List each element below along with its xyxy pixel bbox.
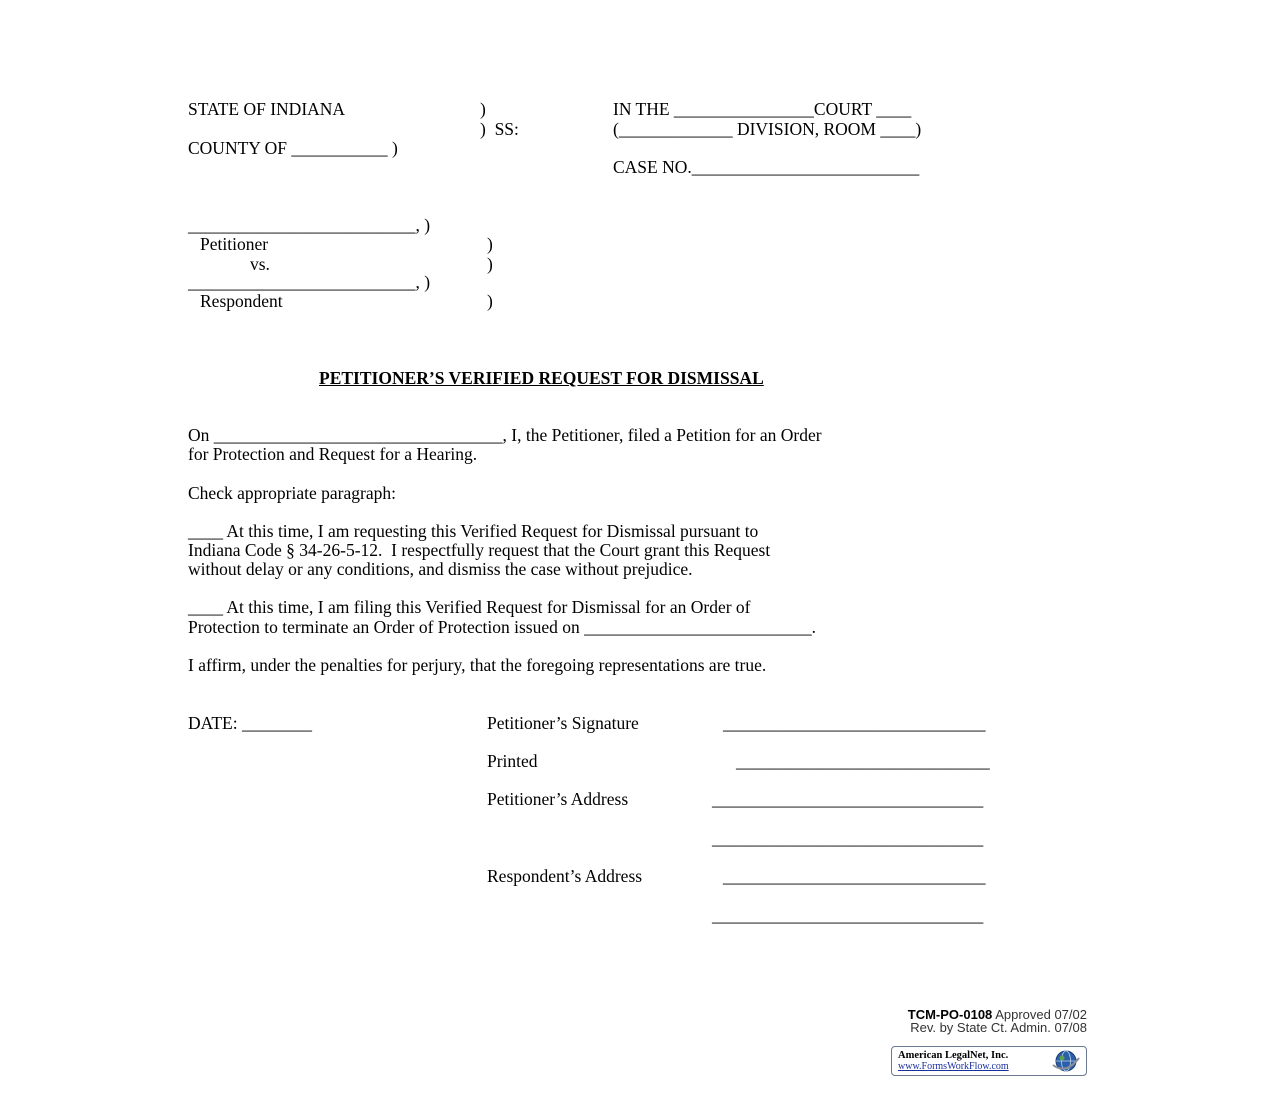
revision-line: Rev. by State Ct. Admin. 07/08 <box>910 1020 1087 1035</box>
option-1-text: Indiana Code § 34-26-5-12. I respectfully request that the Court grant this Request <box>188 540 771 560</box>
state-label: STATE OF INDIANA <box>188 99 346 119</box>
petitioner-address-field[interactable]: _______________________________ <box>712 789 984 809</box>
ss-label: ) SS: <box>480 119 519 139</box>
caption-paren: ) <box>487 234 493 254</box>
option-1-text: without delay or any conditions, and dismiss the case without prejudice. <box>188 559 693 579</box>
respondent-address-field[interactable]: ______________________________ <box>723 866 986 886</box>
respondent-label: Respondent <box>200 291 283 311</box>
caption-paren: ) <box>487 254 493 274</box>
signature-field[interactable]: ______________________________ <box>723 713 986 733</box>
american-legalnet-logo[interactable] <box>891 1046 1087 1076</box>
printed-name-field[interactable]: _____________________________ <box>736 751 990 771</box>
globe-icon <box>1049 1049 1083 1073</box>
signature-label: Petitioner’s Signature <box>487 713 639 733</box>
option-1-checkbox-line[interactable]: ____ At this time, I am requesting this Verified Request for Dismissal pursuant to <box>188 521 759 541</box>
logo-url-link[interactable]: www.FormsWorkFlow.com <box>898 1061 1009 1072</box>
division-field[interactable]: (_____________ DIVISION, ROOM ____) <box>613 119 922 139</box>
petitioner-address-field-2[interactable]: _______________________________ <box>712 828 984 848</box>
respondent-name-field[interactable]: __________________________, ) <box>188 272 431 292</box>
option-2-checkbox-line[interactable]: ____ At this time, I am filing this Verified Request for Dismissal for an Order of <box>188 597 751 617</box>
caption-paren: ) <box>487 291 493 311</box>
respondent-address-field-2[interactable]: _______________________________ <box>712 905 984 925</box>
option-2-issued-date-field[interactable]: Protection to terminate an Order of Protection issued on __________________________. <box>188 617 816 637</box>
versus-label: vs. <box>250 254 270 274</box>
affirmation-text: I affirm, under the penalties for perjury, that the foregoing representations are true. <box>188 655 767 675</box>
form-id: TCM-PO-0108 <box>907 1007 993 1022</box>
case-number-field[interactable]: CASE NO.__________________________ <box>613 157 920 177</box>
petitioner-label: Petitioner <box>200 234 269 254</box>
document-title: PETITIONER’S VERIFIED REQUEST FOR DISMISSAL <box>319 368 764 388</box>
caption-paren: ) <box>480 99 486 119</box>
filing-date-paragraph[interactable]: On _________________________________, I, the Petitioner, filed a Petition for an Order <box>188 425 822 445</box>
respondent-address-label: Respondent’s Address <box>487 866 643 886</box>
check-instruction: Check appropriate paragraph: <box>188 483 396 503</box>
filing-paragraph-cont: for Protection and Request for a Hearing. <box>188 444 478 464</box>
petitioner-address-label: Petitioner’s Address <box>487 789 629 809</box>
petitioner-name-field[interactable]: __________________________, ) <box>188 215 431 235</box>
approved-date: Approved 07/02 <box>992 1007 1087 1022</box>
court-field[interactable]: IN THE ________________COURT ____ <box>613 99 912 119</box>
county-field[interactable]: COUNTY OF ___________ ) <box>188 138 398 158</box>
date-field[interactable]: DATE: ________ <box>188 713 312 733</box>
logo-company-name: American LegalNet, Inc. <box>898 1050 1009 1061</box>
printed-name-label: Printed <box>487 751 538 771</box>
